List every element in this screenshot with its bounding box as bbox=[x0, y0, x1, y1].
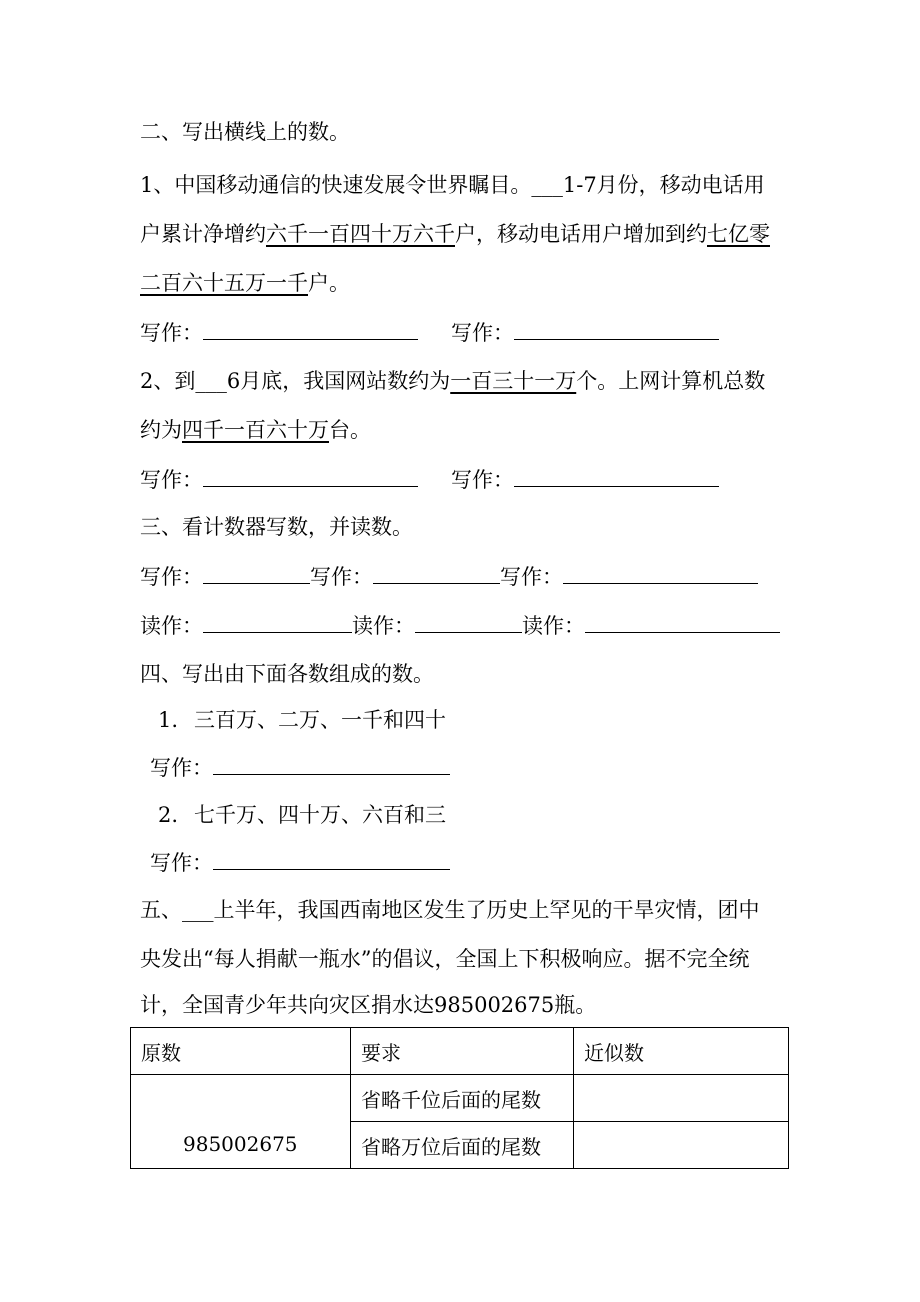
answer-blank[interactable] bbox=[563, 561, 758, 584]
answer-blank[interactable] bbox=[373, 561, 500, 584]
q2-line1-pre: 2、到___6月底，我国网站数约为 bbox=[140, 369, 451, 393]
table-header-row bbox=[131, 1028, 789, 1075]
approximation-table bbox=[130, 1027, 789, 1169]
q2-line1-post: 个。上网计算机总数 bbox=[576, 369, 766, 393]
write-label: 写作： bbox=[140, 468, 203, 492]
answer-blank[interactable] bbox=[514, 317, 719, 340]
answer-blank[interactable] bbox=[203, 610, 352, 633]
requirement-cell: 省略千位后面的尾数 bbox=[351, 1075, 574, 1122]
q1-line3-post: 户。 bbox=[308, 271, 350, 295]
item-text: 三百万、二万、一千和四十 bbox=[194, 708, 447, 732]
read-label: 读作： bbox=[140, 614, 203, 638]
item-number: 1. bbox=[158, 708, 179, 732]
read-label: 读作： bbox=[522, 614, 585, 638]
section3-read-row bbox=[140, 610, 780, 641]
write-label: 写作： bbox=[150, 851, 213, 875]
section3-write-row bbox=[140, 561, 758, 592]
write-label: 写作： bbox=[310, 565, 373, 589]
answer-blank[interactable] bbox=[203, 561, 310, 584]
q1-line3 bbox=[140, 268, 350, 298]
section5-line3: 计，全国青少年共向灾区捐水达985002675瓶。 bbox=[140, 993, 597, 1017]
requirement-cell: 省略万位后面的尾数 bbox=[351, 1122, 574, 1169]
write-label: 写作： bbox=[140, 321, 203, 345]
answer-blank[interactable] bbox=[213, 847, 450, 870]
q2-number-2: 四千一百六十万 bbox=[182, 418, 329, 442]
q1-line2 bbox=[140, 219, 770, 249]
answer-blank[interactable] bbox=[203, 464, 418, 487]
section2-title: 二、写出横线上的数。 bbox=[140, 120, 350, 144]
section4-item-2 bbox=[158, 800, 446, 830]
q1-line2-post: 户，移动电话用户增加到约 bbox=[455, 222, 707, 246]
original-number: 985002675 bbox=[131, 1075, 351, 1169]
q1-line1: 1、中国移动通信的快速发展令世界瞩目。___1-7月份，移动电话用 bbox=[140, 173, 765, 197]
section5-line2: 央发出“每人捐献一瓶水”的倡议，全国上下积极响应。据不完全统 bbox=[140, 947, 750, 971]
section3-title: 三、看计数器写数，并读数。 bbox=[140, 515, 413, 539]
item-number: 2. bbox=[158, 803, 179, 827]
approx-answer-cell[interactable] bbox=[574, 1075, 789, 1122]
q2-line1 bbox=[140, 366, 765, 396]
answer-blank[interactable] bbox=[415, 610, 522, 633]
write-label: 写作： bbox=[451, 468, 514, 492]
section5-line1: 五、___上半年，我国西南地区发生了历史上罕见的干旱灾情，团中 bbox=[140, 898, 760, 922]
header-approx: 近似数 bbox=[574, 1028, 789, 1075]
q2-number-1: 一百三十一万 bbox=[450, 369, 577, 393]
header-requirement: 要求 bbox=[351, 1028, 574, 1075]
item-text: 七千万、四十万、六百和三 bbox=[194, 803, 447, 827]
answer-blank[interactable] bbox=[585, 610, 780, 633]
section4-item-1-answer bbox=[150, 752, 450, 783]
q2-line2-pre: 约为 bbox=[140, 418, 182, 442]
section4-item-2-answer bbox=[150, 847, 450, 878]
write-label: 写作： bbox=[140, 565, 203, 589]
q2-line2-post: 台。 bbox=[329, 418, 371, 442]
section4-title: 四、写出由下面各数组成的数。 bbox=[140, 662, 434, 686]
write-label: 写作： bbox=[451, 321, 514, 345]
answer-blank[interactable] bbox=[213, 752, 450, 775]
read-label: 读作： bbox=[352, 614, 415, 638]
header-original: 原数 bbox=[131, 1028, 351, 1075]
q2-answer-row bbox=[140, 464, 719, 495]
q2-line2 bbox=[140, 415, 371, 445]
q1-number-2-start: 七亿零 bbox=[707, 222, 770, 246]
table-row bbox=[131, 1075, 789, 1122]
answer-blank[interactable] bbox=[203, 317, 418, 340]
q1-answer-row bbox=[140, 317, 719, 348]
q1-line2-pre: 户累计净增约 bbox=[140, 222, 266, 246]
q1-number-2-end: 二百六十五万一千 bbox=[140, 271, 308, 295]
write-label: 写作： bbox=[150, 756, 213, 780]
q1-number-1: 六千一百四十万六千 bbox=[266, 222, 455, 246]
answer-blank[interactable] bbox=[514, 464, 719, 487]
approx-answer-cell[interactable] bbox=[574, 1122, 789, 1169]
write-label: 写作： bbox=[500, 565, 563, 589]
section4-item-1 bbox=[158, 705, 446, 735]
